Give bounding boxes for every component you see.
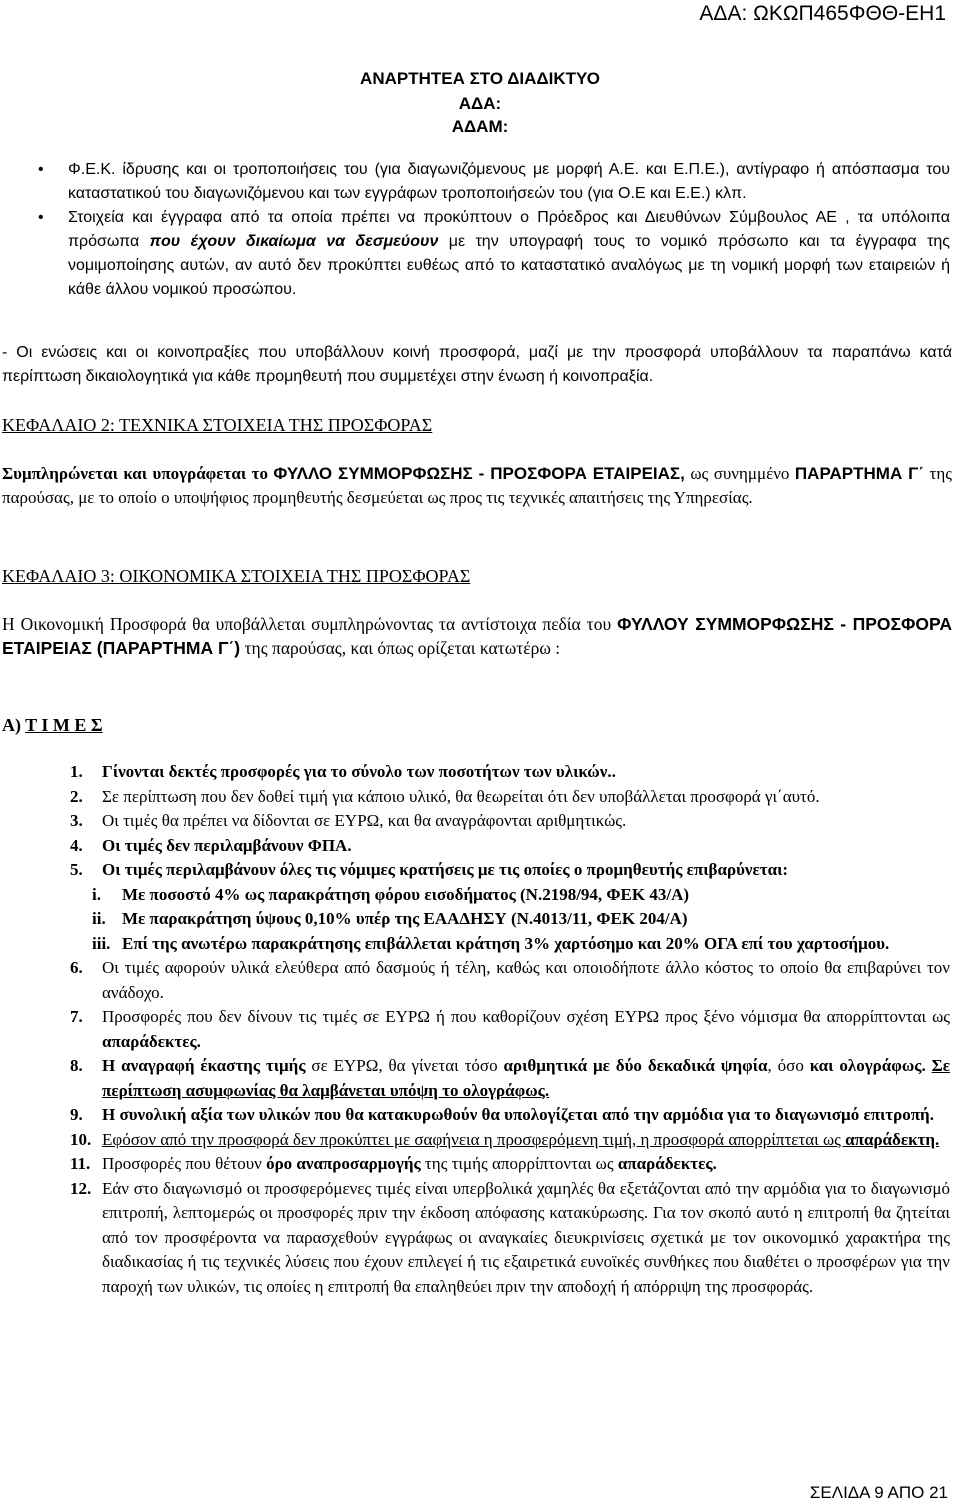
document-code: ΑΔΑ: ΩΚΩΠ465ΦΘΘ-ΕΗ1 xyxy=(699,2,946,25)
list-item: 7. Προσφορές που δεν δίνουν τις τιμές σε ΕΥΡΩ ή που καθορίζουν σχέση ΕΥΡΩ προς ξένο νόμισμα θα απορρίπτονται ως απαράδεκτες. xyxy=(70,1007,950,1051)
list-item: 10. Εφόσον από την προσφορά δεν προκύπτει με σαφήνεια η προσφερόμενη τιμή, η προσφορά απορρίπτεται ως απαράδεκτη. xyxy=(70,1129,940,1149)
list-item: 8. Η αναγραφή έκαστης τιμής σε ΕΥΡΩ, θα γίνεται τόσο αριθμητικά με δύο δεκαδικά ψηφία, όσο και ολογράφως. Σε περίπτωση ασυμφωνίας θα λαμβάνεται υπόψη το ολογράφως. xyxy=(70,1056,950,1100)
chapter3-paragraph: Η Οικονομική Προσφορά θα υποβάλλεται συμπληρώνοντας τα αντίστοιχα πεδία του ΦΥΛΛΟΥ ΣΥΜΜΟΡΦΩΣΗΣ - ΠΡΟΣΦΟΡΑ ΕΤΑΙΡΕΙΑΣ (ΠΑΡΑΡΤΗΜΑ Γ΄) της παρούσας, και όπως ορίζεται κατωτέρω : xyxy=(2,614,953,658)
list-item: 4. Οι τιμές δεν περιλαμβάνουν ΦΠΑ. xyxy=(70,835,352,855)
list-item: 9. Η συνολική αξία των υλικών που θα κατακυρωθούν θα υπολογίζεται από την αρμόδια για το διαγωνισμό επιτροπή. xyxy=(70,1105,934,1124)
bullet-icon: • xyxy=(38,209,44,226)
price-rules-list xyxy=(70,760,950,1299)
list-item: 5. Οι τιμές περιλαμβάνουν όλες τις νόμιμες κρατήσεις με τις οποίες ο προμηθευτής επιβαρύνεται: xyxy=(70,860,789,879)
header-ada: ΑΔΑ: xyxy=(458,94,502,113)
chapter3-title: ΚΕΦΑΛΑΙΟ 3: ΟΙΚΟΝΟΜΙΚΑ ΣΤΟΙΧΕΙΑ ΤΗΣ ΠΡΟΣΦΟΡΑΣ xyxy=(2,566,471,586)
list-item: 12. Εάν στο διαγωνισμό οι προσφερόμενες τιμές είναι υπερβολικά χαμηλές θα εξετάζονται από την αρμόδια για το διαγωνισμό επιτροπή, λεπτομερώς οι προσφορές πριν την έκδοση απόφασης κατακύρωσης. Για τον σκοπό αυτό η επιτροπή θα ζητείται από τον προσφέροντα να παρασχεθούν εγγράφως οι αναγκαίες διευκρινίσεις σχετικά με τον οικονομικό χαρακτήρα της διαδικασίας ή τις τεχνικές λύσεις που έχουν επιλεγεί ή τις εξαιρετικά ευνοϊκές συνθήκες που διαθέτει ο προσφέρων για την παροχή των υλικών, τις οποίες η επιτροπή θα επαληθεύει πριν την αποδοχή ή απόρριψη της προσφοράς. xyxy=(70,1178,950,1296)
list-item: 11. Προσφορές που θέτουν όρο αναπροσαρμογής της τιμής απορρίπτονται ως απαράδεκτες. xyxy=(70,1154,717,1173)
chapter2-paragraph: Συμπληρώνεται και υπογράφεται το ΦΥΛΛΟ ΣΥΜΜΟΡΦΩΣΗΣ - ΠΡΟΣΦΟΡΑ ΕΤΑΙΡΕΙΑΣ, ως συνημμένο ΠΑΡΑΡΤΗΜΑ Γ΄ της παρούσας, με το οποίο ο υποψήφιος προμηθευτής δεσμεύεται ως προς τις τεχνικές απαιτήσεις της Υπηρεσίας. xyxy=(2,464,952,507)
list-item: 1. Γίνονται δεκτές προσφορές για το σύνολο των ποσοτήτων των υλικών.. xyxy=(70,762,616,781)
joint-offer-paragraph: - Οι ενώσεις και οι κοινοπραξίες που υποβάλλουν κοινή προσφορά, μαζί με την προσφορά υποβάλλουν τα παραπάνω κατά περίπτωση δικαιολογητικά για κάθε προμηθευτή που συμμετέχει στην ένωση ή κοινοπραξία. xyxy=(2,344,952,385)
sub-item: iii. Επί της ανωτέρω παρακράτησης επιβάλλεται κράτηση 3% χαρτόσημο και 20% ΟΓΑ επί του χαρτοσήμου. xyxy=(92,933,890,953)
list-item: 2. Σε περίπτωση που δεν δοθεί τιμή για κάποιο υλικό, θα θεωρείται ότι δεν υποβάλλεται προσφορά γι΄αυτό. xyxy=(70,786,820,806)
list-item: 6. Οι τιμές αφορούν υλικά ελεύθερα από δασμούς ή τέλη, καθώς και οποιοδήποτε άλλο κόστος το οποίο θα επιβαρύνει τον ανάδοχο. xyxy=(70,958,950,1002)
sub-item: ii. Με παρακράτηση ύψους 0,10% υπέρ της ΕΑΑΔΗΣΥ (Ν.4013/11, ΦΕΚ 204/Α) xyxy=(92,909,688,928)
sub-item: i. Με ποσοστό 4% ως παρακράτηση φόρου εισοδήματος (Ν.2198/94, ΦΕΚ 43/Α) xyxy=(92,884,690,904)
section-a-title: Α) Τ Ι Μ Ε Σ xyxy=(2,715,103,735)
header-title: ΑΝΑΡΤΗΤΕΑ ΣΤΟ ΔΙΑΔΙΚΤΥΟ xyxy=(360,69,600,88)
list-item: 3. Οι τιμές θα πρέπει να δίδονται σε ΕΥΡΩ, και θα αναγράφονται αριθμητικώς. xyxy=(70,811,627,830)
page-number: ΣΕΛΙΔΑ 9 ΑΠΟ 21 xyxy=(809,1483,948,1502)
header-adam: ΑΔΑΜ: xyxy=(451,117,509,136)
bullet-icon: • xyxy=(38,161,44,178)
bullet-item: • Στοιχεία και έγγραφα από τα οποία πρέπει να προκύπτουν ο Πρόεδρος και Διευθύνων Σύμβουλος ΑΕ , τα υπόλοιπα πρόσωπα που έχουν δικαίωμα να δεσμεύουν με την υπογραφή τους το νομικό πρόσωπο και τα έγγραφα της νομιμοποίησης αυτών, αν αυτό δεν προκύπτει ευθέως από το καταστατικό αναλόγως με τη νομική μορφή των εταιρειών ή κάθε άλλου νομικού προσώπου. xyxy=(0,206,950,302)
requirements-bullets xyxy=(0,158,950,302)
bullet-item: • Φ.Ε.Κ. ίδρυσης και οι τροποποιήσεις του (για διαγωνιζόμενους με μορφή Α.Ε. και Ε.Π.Ε.), αντίγραφο ή απόσπασμα του καταστατικού του διαγωνιζόμενου και των εγγράφων τροποποιήσεών του (για Ο.Ε και Ε.Ε.) κλπ. xyxy=(0,158,950,206)
chapter2-title: ΚΕΦΑΛΑΙΟ 2: ΤΕΧΝΙΚΑ ΣΤΟΙΧΕΙΑ ΤΗΣ ΠΡΟΣΦΟΡΑΣ xyxy=(2,415,433,435)
